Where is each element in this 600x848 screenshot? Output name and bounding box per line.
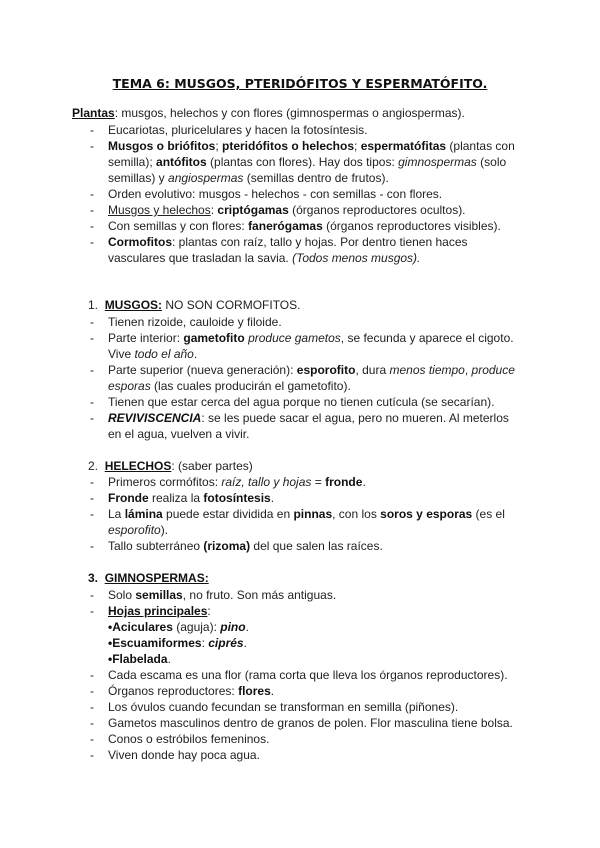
list-dash: - <box>90 748 94 762</box>
section1-item: en el agua, vuelven a vivir. <box>108 427 250 441</box>
list-dash: - <box>90 331 94 345</box>
list-dash: - <box>90 668 94 682</box>
section3-item: Gametos masculinos dentro de granos de polen. Flor masculina tiene bolsa. <box>108 716 513 730</box>
intro-item: Musgos o briófitos; pteridófitos o helechos; espermatófitas (plantas con <box>108 139 515 153</box>
section3-heading: 3. GIMNOSPERMAS: <box>88 571 209 585</box>
leaf-type-item: •Aciculares (aguja): pino. <box>108 620 249 634</box>
intro-item: Orden evolutivo: musgos - helechos - con semillas - con flores. <box>108 187 443 201</box>
section1-item: esporas (las cuales producirán el gametofito). <box>108 379 351 393</box>
section1-item: Vive todo el año. <box>108 347 198 361</box>
section3-item: Solo semillas, no fruto. Son más antiguas. <box>108 588 337 602</box>
list-dash: - <box>90 475 94 489</box>
section3-item: Hojas principales: <box>108 604 211 618</box>
list-dash: - <box>90 235 94 249</box>
section2-heading: 2. HELECHOS: (saber partes) <box>88 459 253 473</box>
intro-text: : musgos, helechos y con flores (gimnospermas o angiospermas). <box>114 106 465 120</box>
section2-item: La lámina puede estar dividida en pinnas, con los soros y esporas (es el <box>108 507 505 521</box>
section2-item: Primeros cormófitos: raíz, tallo y hojas = fronde. <box>108 475 366 489</box>
section2-item: Fronde realiza la fotosíntesis. <box>108 491 275 505</box>
section2-title: HELECHOS <box>104 459 172 473</box>
section1-item: REVIVISCENCIA: se les puede sacar el agua, pero no mueren. Al meterlos <box>108 411 509 425</box>
section1-item: Tienen rizoide, cauloide y filoide. <box>108 315 282 329</box>
list-dash: - <box>90 219 94 233</box>
list-dash: - <box>90 539 94 553</box>
list-dash: - <box>90 395 94 409</box>
list-dash: - <box>90 203 94 217</box>
list-dash: - <box>90 123 94 137</box>
page-title: TEMA 6: MUSGOS, PTERIDÓFITOS Y ESPERMATÓFITO. <box>112 76 488 91</box>
section1-title: MUSGOS: <box>104 298 163 312</box>
leaf-type-item: •Escuamiformes: ciprés. <box>108 636 247 650</box>
list-dash: - <box>90 139 94 153</box>
list-dash: - <box>90 315 94 329</box>
section3-title: GIMNOSPERMAS: <box>104 571 209 585</box>
section2-item: esporofito). <box>108 523 169 537</box>
intro-item: Musgos y helechos: criptógamas (órganos reproductores ocultos). <box>108 203 466 217</box>
list-dash: - <box>90 411 94 425</box>
section1-heading: 1. MUSGOS: NO SON CORMOFITOS. <box>88 298 301 312</box>
list-dash: - <box>90 732 94 746</box>
leaf-type-item: •Flabelada. <box>108 652 171 666</box>
intro-item: vasculares que trasladan la savia. (Todos menos musgos). <box>108 251 421 265</box>
section1-item: Parte interior: gametofito produce gametos, se fecunda y aparece el cigoto. <box>108 331 514 345</box>
list-dash: - <box>90 588 94 602</box>
intro-item: Eucariotas, pluricelulares y hacen la fotosíntesis. <box>108 123 368 137</box>
intro-item: Con semillas y con flores: fanerógamas (órganos reproductores visibles). <box>108 219 501 233</box>
list-dash: - <box>90 716 94 730</box>
section3-item: Conos o estróbilos femeninos. <box>108 732 270 746</box>
list-dash: - <box>90 363 94 377</box>
section2-item: Tallo subterráneo (rizoma) del que salen las raíces. <box>108 539 383 553</box>
section3-item: Viven donde hay poca agua. <box>108 748 260 762</box>
list-dash: - <box>90 507 94 521</box>
intro-label: Plantas <box>72 106 115 120</box>
list-dash: - <box>90 604 94 618</box>
section1-item: Tienen que estar cerca del agua porque no tienen cutícula (se secarían). <box>108 395 495 409</box>
section3-item: Los óvulos cuando fecundan se transforman en semilla (piñones). <box>108 700 459 714</box>
list-dash: - <box>90 187 94 201</box>
section3-item: Órganos reproductores: flores. <box>108 684 275 698</box>
intro-item: Cormofitos: plantas con raíz, tallo y hojas. Por dentro tienen haces <box>108 235 468 249</box>
section3-item: Cada escama es una flor (rama corta que lleva los órganos reproductores). <box>108 668 508 682</box>
intro-item: semillas) y angiospermas (semillas dentro de frutos). <box>108 171 389 185</box>
list-dash: - <box>90 684 94 698</box>
intro-item: semilla); antófitos (plantas con flores). Hay dos tipos: gimnospermas (solo <box>108 155 507 169</box>
list-dash: - <box>90 700 94 714</box>
list-dash: - <box>90 491 94 505</box>
intro-line <box>72 106 465 121</box>
section1-item: Parte superior (nueva generación): esporofito, dura menos tiempo, produce <box>108 363 515 377</box>
